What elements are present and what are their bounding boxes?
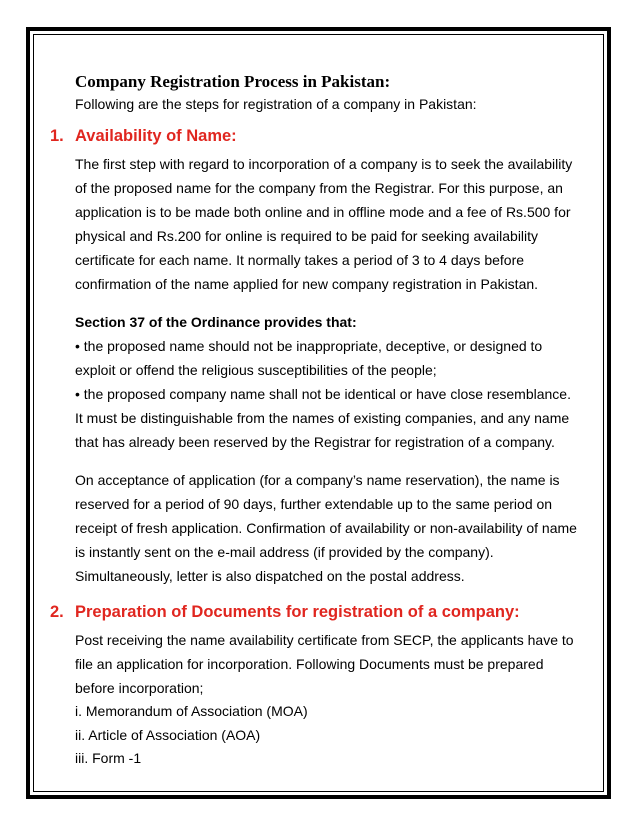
documents-paragraph: Post receiving the name availability certificate from SECP, the applicants have to file an application for incorporation. Following Documents must be prepared before incorporation; — [75, 632, 574, 696]
section-37-subheading: Section 37 of the Ordinance provides that: — [75, 314, 357, 330]
reservation-paragraph: On acceptance of application (for a company’s name reservation), the name is reserved for a period of 90 days, further extendable up to the same period on receipt of fresh application. Confirmation of availability or non-availability of name is instantly sent on the e-mail address (if provided by the company). Simultaneously, letter is also dispatched on the postal address. — [75, 472, 577, 584]
list-item: ii. Article of Association (AOA) — [75, 726, 261, 743]
document-body — [50, 70, 580, 771]
list-item: iii. Form -1 — [75, 750, 142, 766]
section-number: 1. — [50, 127, 64, 145]
availability-paragraph: The first step with regard to incorporation of a company is to seek the availability of the proposed name for the company from the Registrar. For this purpose, an application is to be made both online and in offline mode and a fee of Rs.500 for physical and Rs.200 for online is required to be paid for seeking availability certificate for each name. It normally takes a period of 3 to 4 days before confirmation of the name applied for new company registration in Pakistan. — [75, 156, 573, 292]
list-item: i. Memorandum of Association (MOA) — [75, 703, 308, 719]
intro-text: Following are the steps for registration of a company in Pakistan: — [75, 96, 477, 112]
section-title: Preparation of Documents for registration of a company: — [75, 603, 520, 621]
section-title: Availability of Name: — [75, 127, 237, 145]
section-heading-availability — [50, 124, 580, 148]
bullet-item: • the proposed name should not be inappropriate, deceptive, or designed to exploit or offend the religious susceptibilities of the people; — [75, 338, 543, 378]
document-title: Company Registration Process in Pakistan: — [75, 72, 391, 91]
section-heading-documents — [50, 600, 580, 624]
section-number: 2. — [50, 603, 64, 621]
bullet-item: • the proposed company name shall not be identical or have close resemblance. It must be distinguishable from the names of existing companies, and any name that has already been reserved by the Registrar for registration of a company. — [75, 386, 571, 450]
